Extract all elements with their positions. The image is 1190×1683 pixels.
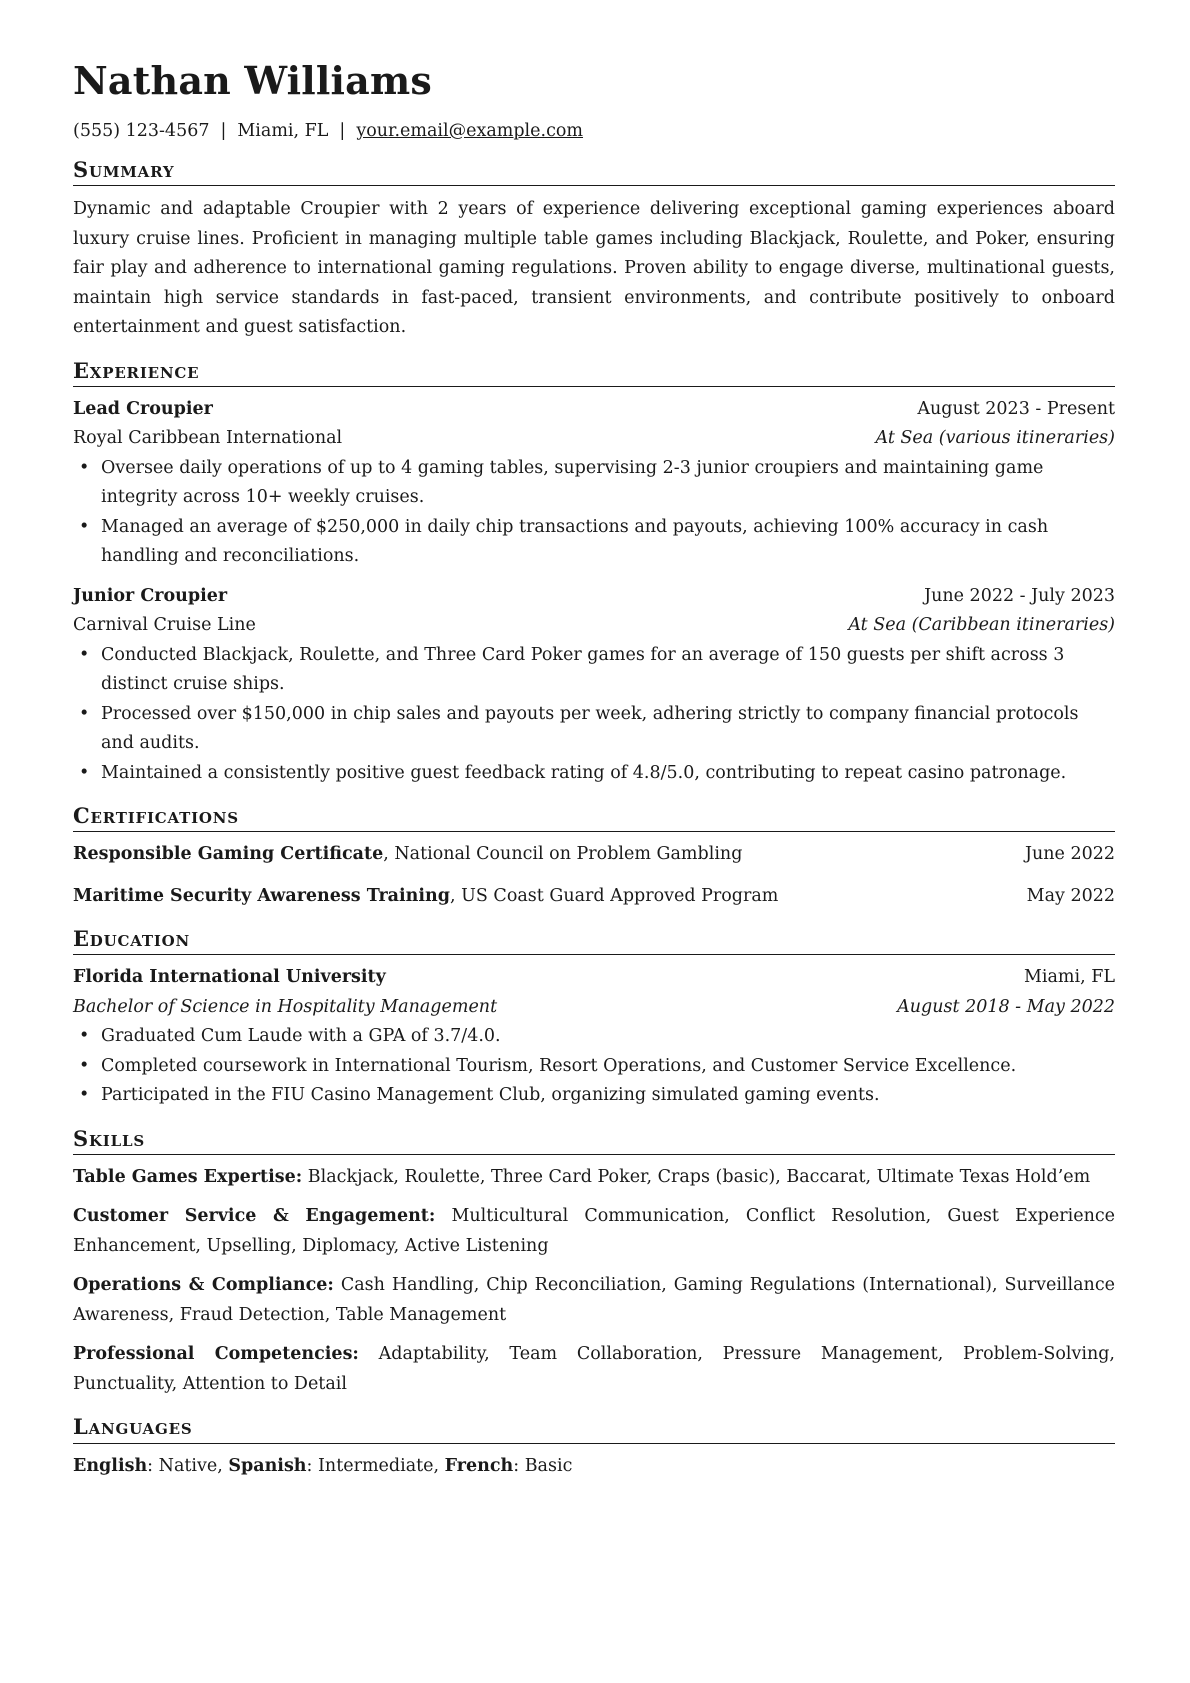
- job-role: Junior Croupier: [73, 585, 228, 606]
- education-subheader-row: [73, 993, 1115, 1023]
- education-entry: [73, 963, 1115, 1111]
- section-title-education: Education: [73, 927, 1115, 955]
- summary-text: Dynamic and adaptable Croupier with 2 years of experience delivering exceptional gaming experiences aboard luxury cruise lines. Proficient in managing multiple table games including Blackjack, Roulette, and Poker, ensuring fair play and adherence to international gaming regulations. Proven ability to engage diverse, multinational guests, maintain high service standards in fast-paced, transient environments, and contribute positively to onboard entertainment and guest satisfaction.: [73, 199, 1115, 338]
- job-location: At Sea (various itineraries): [875, 428, 1115, 449]
- certification-name: Responsible Gaming Certificate: [73, 844, 384, 865]
- separator: |: [220, 121, 227, 141]
- job-location: At Sea (Caribbean itineraries): [848, 615, 1115, 636]
- language-level: : Intermediate,: [306, 1455, 445, 1476]
- job-subheader-row: [73, 424, 1115, 454]
- skill-group-label: Table Games Expertise:: [73, 1166, 303, 1187]
- email-link[interactable]: your.email@example.com: [356, 121, 584, 141]
- job-company: Carnival Cruise Line: [73, 615, 256, 636]
- language-level: : Native,: [147, 1455, 229, 1476]
- certification-issuer: , US Coast Guard Approved Program: [450, 885, 779, 906]
- certification-issuer: , National Council on Problem Gambling: [383, 844, 743, 865]
- job-subheader-row: [73, 611, 1115, 641]
- section-title-languages: Languages: [73, 1415, 1115, 1443]
- job-dates: August 2023 - Present: [917, 398, 1115, 419]
- separator: |: [339, 121, 346, 141]
- bullet-item: • Conducted Blackjack, Roulette, and Three Card Poker games for an average of 150 guests per shift across 3 distinct cruise ships.: [73, 641, 1115, 700]
- education-section: [73, 927, 1115, 1111]
- language-name: Spanish: [228, 1455, 307, 1476]
- job-role: Lead Croupier: [73, 398, 213, 419]
- job-bullets: [73, 641, 1115, 789]
- education-bullets: [73, 1022, 1115, 1111]
- location: Miami, FL: [237, 121, 329, 141]
- education-header-row: [73, 963, 1115, 993]
- skill-group-label: Customer Service & Engagement:: [73, 1206, 436, 1227]
- certification-date: June 2022: [1024, 844, 1115, 865]
- certification-row: [73, 840, 1115, 870]
- languages-section: [73, 1415, 1115, 1481]
- job-bullets: [73, 454, 1115, 572]
- skill-group-items: Adaptability, Team Collaboration, Pressure Management, Problem-Solving, Punctuality, Attention to Detail: [73, 1344, 1115, 1394]
- bullet-item: • Maintained a consistently positive guest feedback rating of 4.8/5.0, contributing to repeat casino patronage.: [73, 759, 1115, 789]
- job-entry: [73, 582, 1115, 789]
- job-entry: [73, 395, 1115, 572]
- bullet-item: • Completed coursework in International Tourism, Resort Operations, and Customer Service Excellence.: [73, 1052, 1115, 1082]
- school-name: Florida International University: [73, 967, 386, 988]
- job-header-row: [73, 395, 1115, 425]
- job-company: Royal Caribbean International: [73, 428, 343, 449]
- bullet-item: • Managed an average of $250,000 in daily chip transactions and payouts, achieving 100% accuracy in cash handling and reconciliations.: [73, 513, 1115, 572]
- skill-group: [73, 1271, 1115, 1330]
- candidate-name: Nathan Williams: [73, 58, 432, 103]
- bullet-item: • Oversee daily operations of up to 4 gaming tables, supervising 2-3 junior croupiers and maintaining game integrity across 10+ weekly cruises.: [73, 454, 1115, 513]
- skill-group-items: Multicultural Communication, Conflict Resolution, Guest Experience Enhancement, Upselling, Diplomacy, Active Listening: [73, 1206, 1115, 1256]
- language-level: : Basic: [513, 1455, 573, 1476]
- summary-section: [73, 158, 1115, 343]
- phone-number: (555) 123-4567: [73, 121, 210, 141]
- job-dates: June 2022 - July 2023: [924, 585, 1115, 606]
- experience-section: [73, 359, 1115, 789]
- degree-name: Bachelor of Science in Hospitality Management: [73, 996, 498, 1017]
- language-name: French: [444, 1455, 514, 1476]
- skill-group: [73, 1163, 1115, 1193]
- education-dates: August 2018 - May 2022: [897, 996, 1115, 1017]
- skills-section: [73, 1127, 1115, 1400]
- skill-group-items: Cash Handling, Chip Reconciliation, Gaming Regulations (International), Surveillance Awareness, Fraud Detection, Table Management: [73, 1275, 1115, 1325]
- contact-line: [73, 120, 1115, 142]
- certification-text: [73, 840, 742, 870]
- job-header-row: [73, 582, 1115, 612]
- skill-group: [73, 1202, 1115, 1261]
- section-title-summary: Summary: [73, 158, 1115, 186]
- language-name: English: [73, 1455, 148, 1476]
- bullet-item: • Graduated Cum Laude with a GPA of 3.7/4.0.: [73, 1022, 1115, 1052]
- school-location: Miami, FL: [1023, 967, 1115, 988]
- bullet-item: • Participated in the FIU Casino Management Club, organizing simulated gaming events.: [73, 1081, 1115, 1111]
- certification-text: [73, 882, 778, 912]
- section-title-certifications: Certifications: [73, 804, 1115, 832]
- languages-row: [73, 1452, 1115, 1482]
- certifications-section: [73, 804, 1115, 911]
- certification-name: Maritime Security Awareness Training: [73, 885, 450, 906]
- certification-date: May 2022: [1026, 885, 1115, 906]
- certification-row: [73, 882, 1115, 912]
- skill-group-items: Blackjack, Roulette, Three Card Poker, Craps (basic), Baccarat, Ultimate Texas Hold’em: [302, 1166, 1091, 1187]
- skill-group-label: Operations & Compliance:: [73, 1275, 334, 1296]
- bullet-item: • Processed over $150,000 in chip sales and payouts per week, adhering strictly to company financial protocols and audits.: [73, 700, 1115, 759]
- section-title-experience: Experience: [73, 359, 1115, 387]
- section-title-skills: Skills: [73, 1127, 1115, 1155]
- skill-group-label: Professional Competencies:: [73, 1344, 359, 1365]
- skill-group: [73, 1340, 1115, 1399]
